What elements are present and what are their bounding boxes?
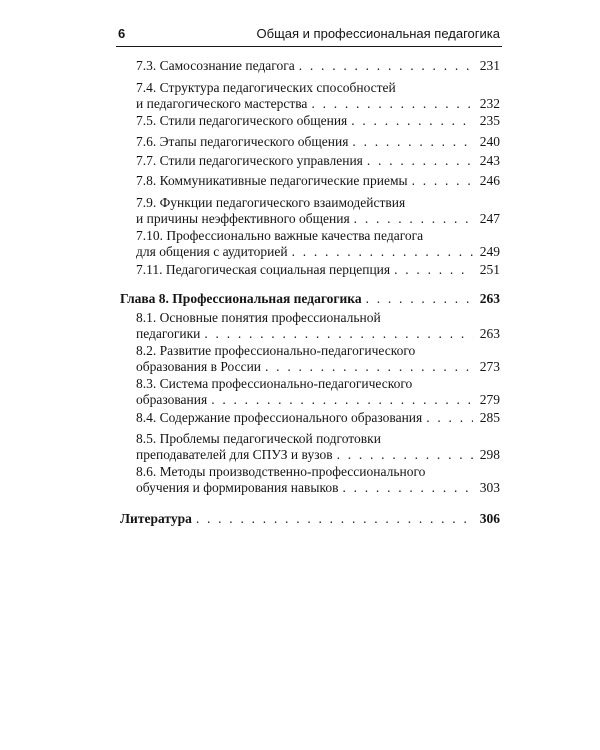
toc-entry-title: 7.4. Структура педагогических способностей	[136, 80, 396, 95]
toc-entry-page: 247	[479, 211, 500, 226]
toc-entry-title: 8.1. Основные понятия профессиональной	[136, 310, 381, 325]
toc-entry-page: 231	[479, 58, 500, 73]
toc-entry-7-10[interactable]	[136, 228, 500, 260]
toc-literature[interactable]	[120, 511, 500, 527]
toc-entry-title: 7.6. Этапы педагогического общения	[136, 134, 349, 149]
toc-entry-page: 279	[479, 392, 500, 407]
dot-leader	[196, 511, 473, 527]
toc-entry-page: 235	[479, 113, 500, 128]
toc-entry-page: 285	[479, 410, 500, 425]
dot-leader	[412, 173, 473, 189]
toc-entry-title-cont: преподавателей для СПУЗ и вузов	[136, 447, 333, 462]
toc-entry-title-cont: и причины неэффективного общения	[136, 211, 350, 226]
dot-leader	[311, 96, 473, 112]
toc-entry-title-cont: обучения и формирования навыков	[136, 480, 339, 495]
toc-entry-page: 298	[479, 447, 500, 462]
toc-entry-title-cont: образования в России	[136, 359, 262, 374]
toc-entry-7-6[interactable]	[136, 134, 500, 150]
toc-entry-page: 263	[479, 326, 500, 341]
dot-leader	[351, 113, 473, 129]
toc-entry-title: 8.6. Методы производственно-профессионального	[136, 464, 426, 479]
toc-entry-7-3[interactable]	[136, 58, 500, 74]
dot-leader	[352, 134, 473, 150]
toc-entry-page: 243	[479, 153, 500, 168]
toc-entry-title: 7.5. Стили педагогического общения	[136, 113, 348, 128]
toc-entry-page: 249	[479, 244, 500, 259]
dot-leader	[342, 480, 473, 496]
dot-leader	[337, 447, 473, 463]
toc-entry-7-8[interactable]	[136, 173, 500, 189]
toc-entry-title: 8.3. Система профессионально-педагогического	[136, 376, 413, 391]
toc-entry-title: 7.8. Коммуникативные педагогические приемы	[136, 173, 408, 188]
toc-entry-page: 240	[479, 134, 500, 149]
toc-entry-page: 273	[479, 359, 500, 374]
toc-entry-title-cont: педагогики	[136, 326, 201, 341]
dot-leader	[394, 262, 473, 278]
dot-leader	[426, 410, 473, 426]
toc-entry-7-11[interactable]	[136, 262, 500, 278]
toc-entry-title: 7.9. Функции педагогического взаимодействия	[136, 195, 406, 210]
toc-entry-8-1[interactable]	[136, 310, 500, 342]
toc-literature-page: 306	[479, 511, 500, 526]
toc-entry-title: 7.7. Стили педагогического управления	[136, 153, 363, 168]
toc-entry-page: 303	[479, 480, 500, 495]
toc-entry-7-9[interactable]	[136, 195, 500, 227]
toc-entry-title: 7.11. Педагогическая социальная перцепция	[136, 262, 391, 277]
toc-entry-7-4[interactable]	[136, 80, 500, 112]
dot-leader	[367, 153, 473, 169]
dot-leader	[354, 211, 473, 227]
toc-entry-7-7[interactable]	[136, 153, 500, 169]
dot-leader	[366, 291, 473, 307]
toc-entry-title-cont: для общения с аудиторией	[136, 244, 288, 259]
toc-entry-8-3[interactable]	[136, 376, 500, 408]
toc-entry-page: 232	[479, 96, 500, 111]
toc-entry-8-6[interactable]	[136, 464, 500, 496]
dot-leader	[204, 326, 473, 342]
toc-entry-8-5[interactable]	[136, 431, 500, 463]
toc-entry-title: 8.4. Содержание профессионального образования	[136, 410, 423, 425]
toc-entry-title: 8.2. Развитие профессионально-педагогического	[136, 343, 416, 358]
toc-chapter-title: Глава 8. Профессиональная педагогика	[120, 291, 362, 306]
toc-entry-8-2[interactable]	[136, 343, 500, 375]
toc-entry-8-4[interactable]	[136, 410, 500, 426]
toc-entry-7-5[interactable]	[136, 113, 500, 129]
running-title: Общая и профессиональная педагогика	[256, 26, 500, 41]
toc-chapter-page: 263	[479, 291, 500, 306]
toc-entry-title: 7.3. Самосознание педагога	[136, 58, 295, 73]
toc-entry-title: 8.5. Проблемы педагогической подготовки	[136, 431, 381, 446]
dot-leader	[265, 359, 473, 375]
dot-leader	[299, 58, 473, 74]
dot-leader	[211, 392, 473, 408]
page-number: 6	[118, 26, 126, 41]
toc-literature-title: Литература	[120, 511, 192, 526]
toc-entry-title: 7.10. Профессионально важные качества педагога	[136, 228, 424, 243]
toc-entry-title-cont: и педагогического мастерства	[136, 96, 308, 111]
toc-chapter-8[interactable]	[120, 291, 500, 307]
toc-entry-page: 246	[479, 173, 500, 188]
dot-leader	[292, 244, 473, 260]
toc-entry-page: 251	[479, 262, 500, 277]
toc-entry-title-cont: образования	[136, 392, 208, 407]
